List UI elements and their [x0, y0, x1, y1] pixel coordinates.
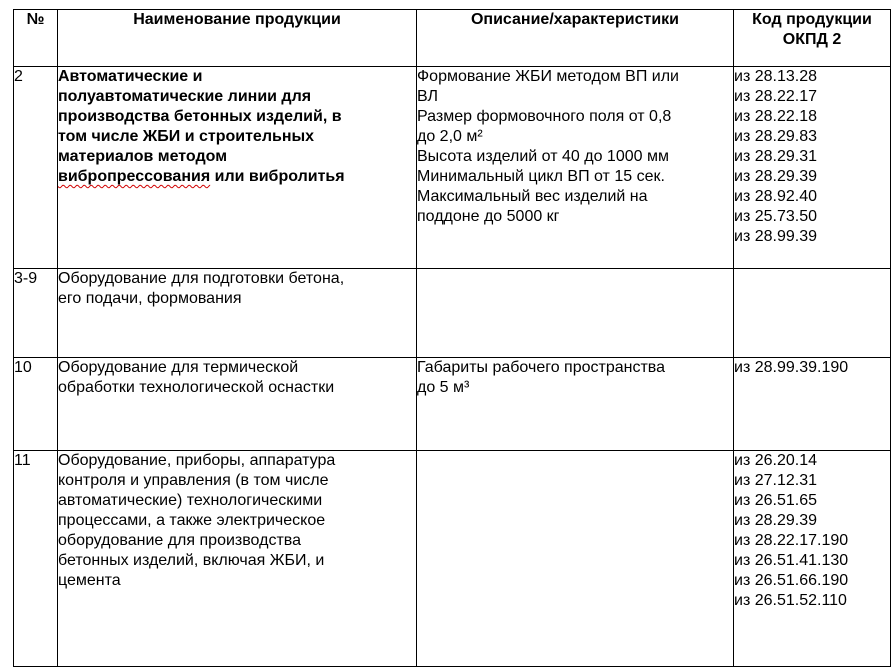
code-item: из 26.51.41.130 — [734, 552, 849, 569]
code-item: из 26.20.14 — [734, 452, 817, 469]
table-row — [14, 451, 891, 667]
name-line: его подачи, формования — [58, 290, 242, 307]
header-num: № — [14, 10, 58, 67]
header-code — [734, 10, 891, 67]
desc-line: Высота изделий от 40 до 1000 мм — [417, 148, 669, 165]
desc-line: Максимальный вес изделий на — [417, 188, 648, 205]
code-item: из 28.22.18 — [734, 108, 817, 125]
product-name — [58, 358, 417, 451]
desc-line: Минимальный цикл ВП от 15 сек. — [417, 168, 665, 185]
desc-line: поддоне до 5000 кг — [417, 208, 560, 225]
desc-line: до 5 м³ — [417, 379, 470, 396]
code-item: из 26.51.52.110 — [734, 592, 847, 609]
name-line: Оборудование, приборы, аппаратура — [58, 452, 336, 469]
table-row — [14, 358, 891, 451]
name-tail: или вибролитья — [210, 168, 345, 185]
name-line: полуавтоматические линии для — [58, 88, 312, 105]
spellcheck-word: вибропрессования — [58, 168, 211, 185]
header-code-line1: Код продукции — [752, 11, 872, 28]
table-row — [14, 269, 891, 358]
product-codes — [734, 451, 891, 667]
header-desc: Описание/характеристики — [417, 10, 734, 67]
code-item: из 28.92.40 — [734, 188, 817, 205]
name-line: автоматические) технологическими — [58, 492, 323, 509]
code-item: из 28.22.17 — [734, 88, 817, 105]
name-line: Оборудование для подготовки бетона, — [58, 270, 345, 287]
name-line: производства бетонных изделий, в — [58, 108, 342, 125]
code-item: из 28.29.39 — [734, 512, 817, 529]
header-row — [14, 10, 891, 67]
name-line — [58, 167, 416, 187]
name-line: обработки технологической оснастки — [58, 379, 335, 396]
code-item: из 28.99.39.190 — [734, 359, 849, 376]
product-description — [417, 358, 734, 451]
product-name — [58, 451, 417, 667]
row-number: 2 — [14, 67, 58, 269]
code-item: из 26.51.65 — [734, 492, 817, 509]
product-table — [13, 9, 891, 667]
row-number: 3-9 — [14, 269, 58, 358]
product-codes — [734, 269, 891, 358]
code-item: из 28.29.83 — [734, 128, 817, 145]
code-item: из 28.22.17.190 — [734, 532, 849, 549]
desc-line: до 2,0 м² — [417, 128, 483, 145]
name-line: цемента — [58, 572, 121, 589]
row-number: 10 — [14, 358, 58, 451]
desc-line: ВЛ — [417, 88, 438, 105]
product-description — [417, 451, 734, 667]
product-description — [417, 269, 734, 358]
product-description — [417, 67, 734, 269]
code-item: из 28.29.31 — [734, 148, 817, 165]
name-line: Оборудование для термической — [58, 359, 299, 376]
code-item: из 26.51.66.190 — [734, 572, 849, 589]
name-line: материалов методом — [58, 148, 228, 165]
product-name — [58, 269, 417, 358]
table-row — [14, 67, 891, 269]
code-item: из 28.99.39 — [734, 228, 817, 245]
product-codes — [734, 67, 891, 269]
name-line: контроля и управления (в том числе — [58, 472, 329, 489]
name-line: оборудование для производства — [58, 532, 301, 549]
name-line: процессами, а также электрическое — [58, 512, 326, 529]
desc-line: Размер формовочного поля от 0,8 — [417, 108, 672, 125]
name-line: том числе ЖБИ и строительных — [58, 128, 315, 145]
row-number: 11 — [14, 451, 58, 667]
product-name — [58, 67, 417, 269]
name-line: Автоматические и — [58, 68, 203, 85]
code-item: из 28.29.39 — [734, 168, 817, 185]
header-code-line2: ОКПД 2 — [782, 31, 842, 48]
name-line: бетонных изделий, включая ЖБИ, и — [58, 552, 325, 569]
code-item: из 28.13.28 — [734, 68, 817, 85]
product-codes — [734, 358, 891, 451]
code-item: из 25.73.50 — [734, 208, 817, 225]
desc-line: Габариты рабочего пространства — [417, 359, 666, 376]
header-name: Наименование продукции — [58, 10, 417, 67]
code-item: из 27.12.31 — [734, 472, 817, 489]
desc-line: Формование ЖБИ методом ВП или — [417, 68, 679, 85]
